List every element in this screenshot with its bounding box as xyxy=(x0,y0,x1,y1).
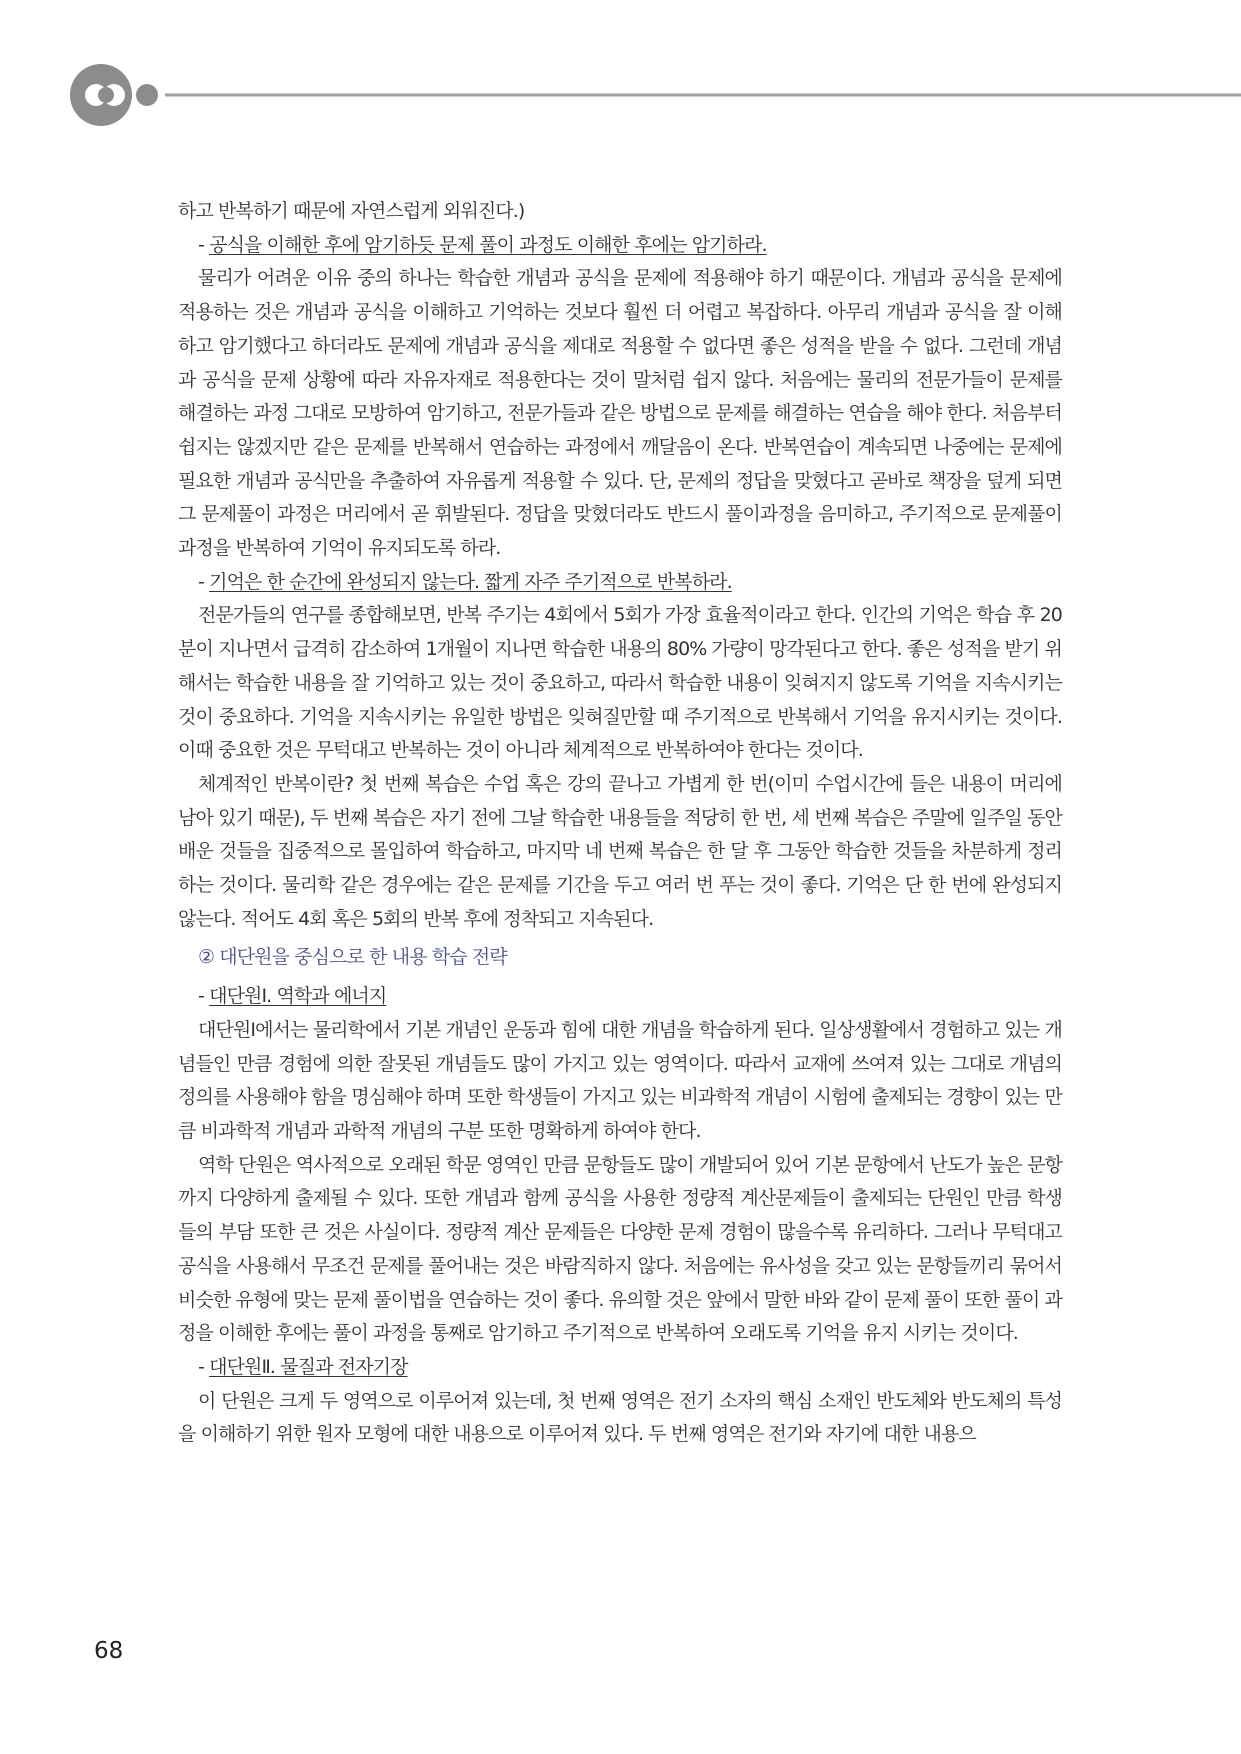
page-body xyxy=(178,195,1062,1452)
subheading: - 대단원I. 역학과 에너지 xyxy=(198,985,387,1008)
paragraph-body: 물리가 어려운 이유 중의 하나는 학습한 개념과 공식을 문제에 적용해야 하기 때문이다. 개념과 공식을 문제에 적용하는 것은 개념과 공식을 이해하고 기억하는 것보다 훨씬 더 어렵고 복잡하다. 아무리 개념과 공식을 잘 이해하고 암기했다고 하더라도 문제에 개념과 공식을 제대로 적용할 수 없다면 좋은 성적을 받을 수 없다. 그런데 개념과 공식을 문제 상황에 따라 자유자재로 적용한다는 것이 말처럼 쉽지 않다. 처음에는 물리의 전문가들이 문제를 해결하는 과정 그대로 모방하여 암기하고, 전문가들과 같은 방법으로 문제를 해결하는 연습을 해야 한다. 처음부터 쉽지는 않겠지만 같은 문제를 반복해서 연습하는 과정에서 깨달음이 온다. 반복연습이 계속되면 나중에는 문제에 필요한 개념과 공식만을 추출하여 자유롭게 적용할 수 있다. 단, 문제의 정답을 맞혔다고 곧바로 책장을 덮게 되면 그 문제풀이 과정은 머리에서 곧 휘발된다. 정답을 맞혔더라도 반드시 풀이과정을 음미하고, 주기적으로 문제풀이 과정을 반복하여 기억이 유지되도록 하라. xyxy=(178,267,1062,560)
paragraph-body: 전문가들의 연구를 종합해보면, 반복 주기는 4회에서 5회가 가장 효율적이라고 한다. 인간의 기억은 학습 후 20분이 지나면서 급격히 감소하여 1개월이 지나면 학습한 내용의 80% 가량이 망각된다고 한다. 좋은 성적을 받기 위해서는 학습한 내용을 잘 기억하고 있는 것이 중요하고, 따라서 학습한 내용이 잊혀지지 않도록 기억을 지속시키는 것이 중요하다. 기억을 지속시키는 유일한 방법은 잊혀질만할 때 주기적으로 반복해서 기억을 유지시키는 것이다. 이때 중요한 것은 무턱대고 반복하는 것이 아니라 체계적으로 반복하여야 한다는 것이다. xyxy=(178,604,1062,762)
subheading: - 공식을 이해한 후에 암기하듯 문제 풀이 과정도 이해한 후에는 암기하라. xyxy=(198,233,767,256)
paragraph-body: 체계적인 반복이란? 첫 번째 복습은 수업 혹은 강의 끝나고 가볍게 한 번(이미 수업시간에 들은 내용이 머리에 남아 있기 때문), 두 번째 복습은 자기 전에 그날 학습한 내용들을 적당히 한 번, 세 번째 복습은 주말에 일주일 동안 배운 것들을 집중적으로 몰입하여 학습하고, 마지막 네 번째 복습은 한 달 후 그동안 학습한 것들을 차분하게 정리하는 것이다. 물리학 같은 경우에는 같은 문제를 기간을 두고 여러 번 푸는 것이 좋다. 기억은 단 한 번에 완성되지 않는다. 적어도 4회 혹은 5회의 반복 후에 정착되고 지속된다. xyxy=(178,772,1062,930)
subheading: - 대단원Ⅱ. 물질과 전자기장 xyxy=(198,1355,408,1378)
page-number: 68 xyxy=(94,1638,124,1664)
subheading: - 기억은 한 순간에 완성되지 않는다. 짧게 자주 주기적으로 반복하라. xyxy=(198,570,732,593)
paragraph-body: 이 단원은 크게 두 영역으로 이루어져 있는데, 첫 번째 영역은 전기 소자의 핵심 소재인 반도체와 반도체의 특성을 이해하기 위한 원자 모형에 대한 내용으로 이루어져 있다. 두 번째 영역은 전기와 자기에 대한 내용으 xyxy=(178,1389,1062,1446)
double-circle-decoration-icon xyxy=(70,64,132,126)
paragraph-body: 역학 단원은 역사적으로 오래된 학문 영역인 만큼 문항들도 많이 개발되어 있어 기본 문항에서 난도가 높은 문항까지 다양하게 출제될 수 있다. 또한 개념과 함께 공식을 사용한 정량적 계산문제들이 출제되는 단원인 만큼 학생들의 부담 또한 큰 것은 사실이다. 정량적 계산 문제들은 다양한 문제 경험이 많을수록 유리하다. 그러나 무턱대고 공식을 사용해서 무조건 문제를 풀어내는 것은 바람직하지 않다. 처음에는 유사성을 갖고 있는 문항들끼리 묶어서 비슷한 유형에 맞는 문제 풀이법을 연습하는 것이 좋다. 유의할 것은 앞에서 말한 바와 같이 문제 풀이 또한 풀이 과정을 이해한 후에는 풀이 과정을 통째로 암기하고 주기적으로 반복하여 오래도록 기억을 유지 시키는 것이다. xyxy=(178,1153,1062,1345)
paragraph-body: 하고 반복하기 때문에 자연스럽게 외워진다.) xyxy=(178,200,525,222)
section-heading: ② 대단원을 중심으로 한 내용 학습 전략 xyxy=(198,946,507,969)
paragraph-body: 대단원I에서는 물리학에서 기본 개념인 운동과 힘에 대한 개념을 학습하게 된다. 일상생활에서 경험하고 있는 개념들인 만큼 경험에 의한 잘못된 개념들도 많이 가지고 있는 영역이다. 따라서 교재에 쓰여져 있는 그대로 개념의 정의를 사용해야 함을 명심해야 하며 또한 학생들이 가지고 있는 비과학적 개념이 시험에 출제되는 경향이 있는 만큼 비과학적 개념과 과학적 개념의 구분 또한 명확하게 하여야 한다. xyxy=(178,1018,1062,1142)
header-dot xyxy=(136,84,158,106)
header-decoration xyxy=(0,0,1241,160)
